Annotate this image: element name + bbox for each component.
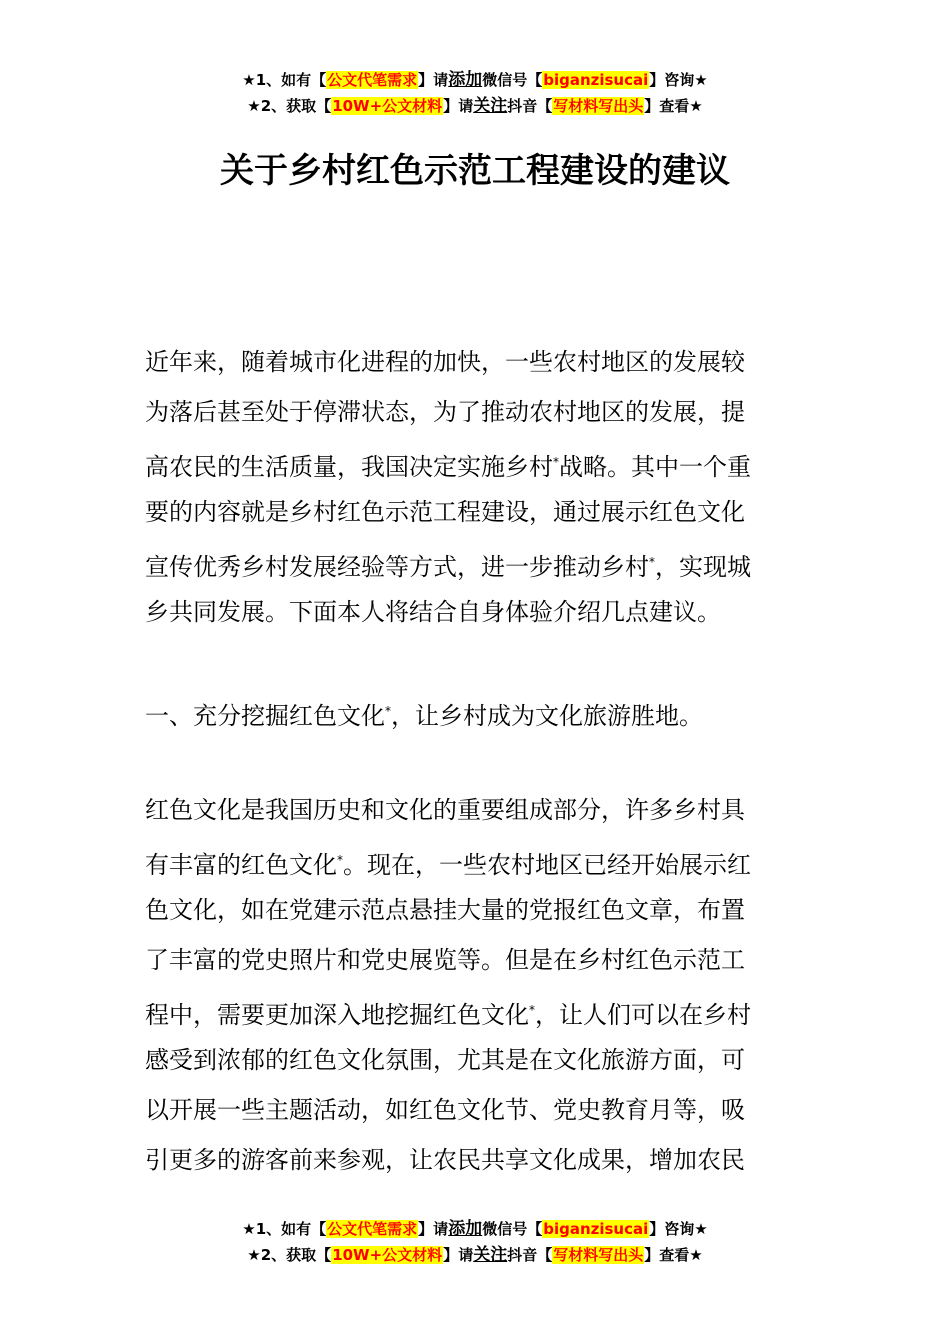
text-line: 以开展一些主题活动，如红色文化节、党史教育月等，吸	[145, 1096, 745, 1124]
banner-highlight: 10W+公文材料	[332, 97, 443, 115]
redaction-mark: *	[649, 555, 655, 569]
text-line: 感受到浓郁的红色文化氛围，尤其是在文化旅游方面，可	[145, 1046, 745, 1074]
text-line: 近年来，随着城市化进程的加快，一些农村地区的发展较	[145, 348, 745, 376]
redaction-mark: *	[385, 704, 391, 718]
banner-text: 】咨询★	[649, 1220, 708, 1238]
banner-text: 微信号【	[482, 71, 543, 89]
text-line	[145, 985, 810, 1035]
paragraph-red-culture	[145, 785, 810, 1185]
redaction-mark: *	[337, 853, 343, 867]
banner-text: 】请	[443, 97, 474, 115]
text-line	[145, 537, 810, 587]
text-line	[145, 686, 810, 736]
text-fragment: 战略。其中一个重	[559, 453, 751, 481]
banner-underlined: 关注	[473, 1245, 508, 1265]
text-fragment: 。现在，一些农村地区已经开始展示红	[343, 851, 751, 879]
banner-wechat-id: biganzisucai	[543, 1220, 649, 1238]
banner-text: ★1、如有【	[242, 1220, 327, 1238]
ad-banner-top	[0, 67, 950, 119]
text-fragment: 有丰富的红色文化	[145, 851, 337, 879]
text-fragment: 宣传优秀乡村发展经验等方式，进一步推动乡村	[145, 553, 649, 581]
banner-text: 】查看★	[644, 1246, 703, 1264]
banner-underlined: 添加	[448, 1219, 483, 1239]
banner-text: ★1、如有【	[242, 71, 327, 89]
banner-text: 抖音【	[507, 1246, 553, 1264]
redaction-mark: *	[529, 1003, 535, 1017]
text-fragment: ，让乡村成为文化旅游胜地。	[391, 702, 703, 730]
text-fragment: 高农民的生活质量，我国决定实施乡村	[145, 453, 553, 481]
banner-line-2	[0, 1242, 950, 1268]
banner-wechat-id: biganzisucai	[543, 71, 649, 89]
text-fragment: 程中，需要更加深入地挖掘红色文化	[145, 1001, 529, 1029]
text-line: 为落后甚至处于停滞状态，为了推动农村地区的发展，提	[145, 398, 745, 426]
banner-douyin-id: 写材料写出头	[553, 1246, 644, 1264]
text-fragment: 一、充分挖掘红色文化	[145, 702, 385, 730]
banner-text: ★2、获取【	[247, 1246, 332, 1264]
text-line: 红色文化是我国历史和文化的重要组成部分，许多乡村具	[145, 796, 745, 824]
banner-underlined: 添加	[448, 70, 483, 90]
text-line	[145, 437, 810, 487]
text-fragment: ，实现城	[655, 553, 751, 581]
banner-text: 】请	[443, 1246, 474, 1264]
banner-text: 微信号【	[482, 1220, 543, 1238]
text-line	[145, 835, 810, 885]
banner-text: 】请	[418, 1220, 449, 1238]
banner-text: 】查看★	[644, 97, 703, 115]
banner-highlight: 公文代笔需求	[327, 71, 418, 89]
banner-douyin-id: 写材料写出头	[553, 97, 644, 115]
section-heading-1	[145, 686, 810, 736]
banner-line-1	[0, 1216, 950, 1242]
text-line: 了丰富的党史照片和党史展览等。但是在乡村红色示范工	[145, 946, 745, 974]
banner-text: 抖音【	[507, 97, 553, 115]
banner-line-1	[0, 67, 950, 93]
text-fragment: ，让人们可以在乡村	[535, 1001, 751, 1029]
text-line: 引更多的游客前来参观，让农民共享文化成果，增加农民	[145, 1146, 745, 1174]
banner-highlight: 10W+公文材料	[332, 1246, 443, 1264]
banner-underlined: 关注	[473, 96, 508, 116]
banner-text: 】请	[418, 71, 449, 89]
text-line: 要的内容就是乡村红色示范工程建设，通过展示红色文化	[145, 498, 745, 526]
text-line: 乡共同发展。下面本人将结合自身体验介绍几点建议。	[145, 598, 721, 626]
ad-banner-bottom	[0, 1216, 950, 1268]
banner-text: 】咨询★	[649, 71, 708, 89]
document-title: 关于乡村红色示范工程建设的建议	[220, 151, 730, 191]
paragraph-intro	[145, 337, 810, 637]
text-line: 色文化，如在党建示范点悬挂大量的党报红色文章，布置	[145, 896, 745, 924]
banner-text: ★2、获取【	[247, 97, 332, 115]
redaction-mark: *	[553, 455, 559, 469]
banner-line-2	[0, 93, 950, 119]
banner-highlight: 公文代笔需求	[327, 1220, 418, 1238]
